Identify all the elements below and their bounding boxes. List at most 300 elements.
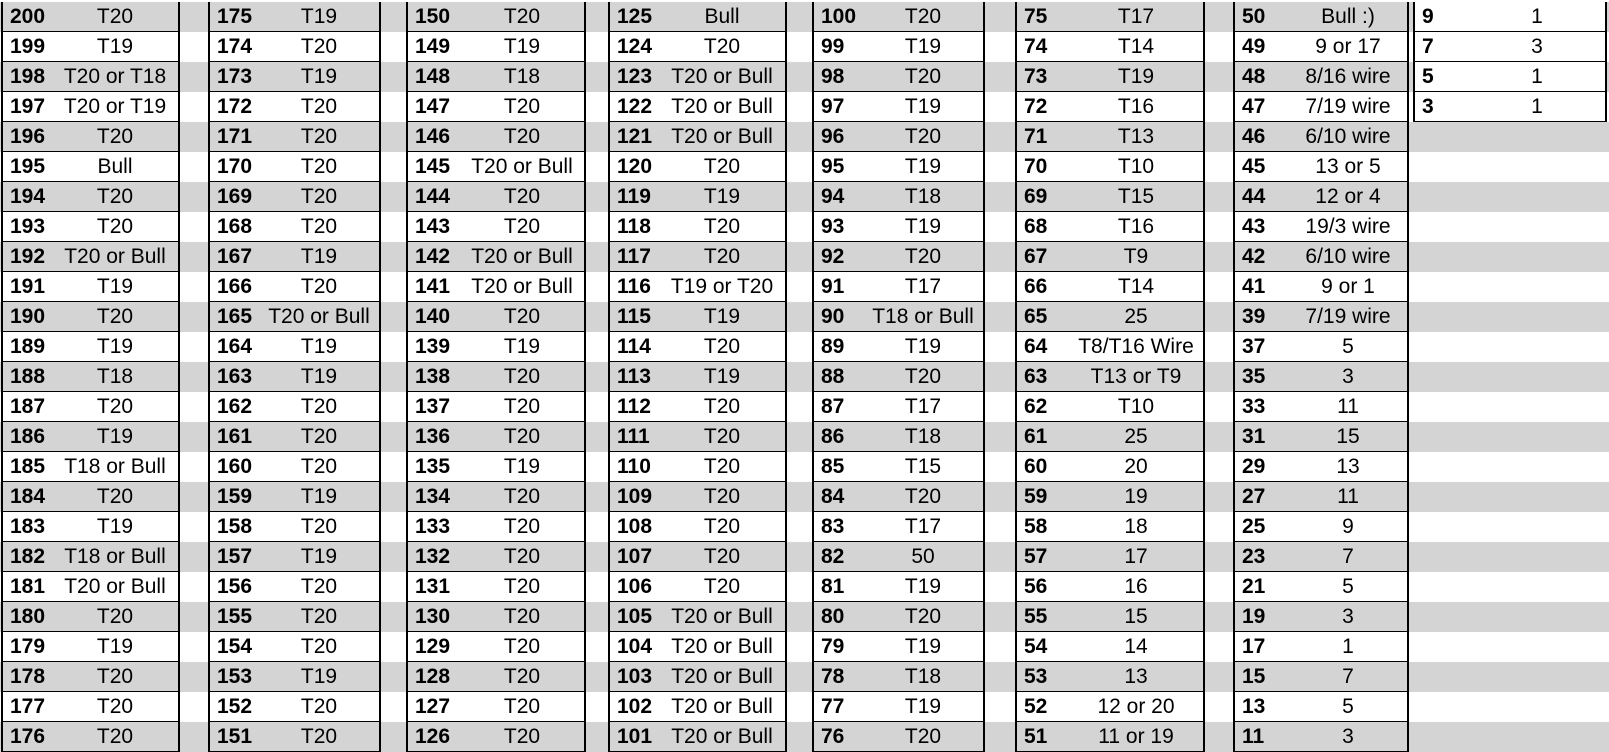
score-value: 125 [617, 5, 653, 28]
checkout-shot: T20 or Bull [671, 665, 773, 688]
checkout-shot: 11 [1337, 395, 1359, 418]
table-row [608, 422, 787, 452]
score-value: 163 [217, 365, 253, 388]
checkout-shot: T19 [96, 275, 134, 298]
checkout-shot: 9 [1342, 515, 1354, 538]
score-value: 130 [415, 605, 451, 628]
score-value: 41 [1242, 275, 1266, 298]
table-row [406, 692, 586, 722]
score-value: 35 [1242, 365, 1266, 388]
score-value: 74 [1024, 35, 1048, 58]
checkout-shot: T20 or Bull [471, 155, 573, 178]
table-row [406, 602, 586, 632]
checkout-shot: T20 [904, 245, 942, 268]
table-row [608, 32, 787, 62]
score-value: 157 [217, 545, 253, 568]
score-value: 105 [617, 605, 653, 628]
checkout-shot: T20 [503, 395, 541, 418]
score-value: 91 [821, 275, 845, 298]
checkout-shot: T19 [1117, 65, 1155, 88]
table-row [208, 692, 381, 722]
checkout-shot: T19 [300, 65, 338, 88]
score-value: 194 [10, 185, 46, 208]
score-value: 33 [1242, 395, 1266, 418]
score-value: 200 [10, 5, 46, 28]
checkout-shot: T20 or Bull [671, 125, 773, 148]
checkout-shot: 17 [1124, 545, 1148, 568]
checkout-shot: T15 [1117, 185, 1155, 208]
checkout-shot: T17 [904, 395, 942, 418]
score-value: 122 [617, 95, 653, 118]
table-row [1015, 482, 1205, 512]
table-row [608, 92, 787, 122]
score-value: 19 [1242, 605, 1266, 628]
checkout-shot: 12 or 20 [1097, 695, 1175, 718]
table-row [406, 542, 586, 572]
table-row [608, 512, 787, 542]
table-row [1, 542, 180, 572]
checkout-shot: T20 [503, 305, 541, 328]
table-row [812, 212, 985, 242]
table-row [812, 122, 985, 152]
table-row [608, 392, 787, 422]
table-row [1233, 632, 1409, 662]
checkout-shot: T18 [904, 425, 942, 448]
table-row [608, 302, 787, 332]
table-row [1233, 392, 1409, 422]
table-row [406, 92, 586, 122]
score-value: 193 [10, 215, 46, 238]
checkout-shot: 3 [1342, 605, 1354, 628]
score-value: 69 [1024, 185, 1048, 208]
table-row [608, 212, 787, 242]
score-value: 44 [1242, 185, 1266, 208]
score-value: 9 [1422, 5, 1434, 28]
score-value: 107 [617, 545, 653, 568]
score-value: 80 [821, 605, 845, 628]
checkout-shot: T19 or T20 [670, 275, 774, 298]
table-row [1233, 722, 1409, 752]
score-value: 54 [1024, 635, 1048, 658]
table-row [812, 602, 985, 632]
table-row [1233, 482, 1409, 512]
checkout-shot: T19 [96, 515, 134, 538]
score-value: 79 [821, 635, 845, 658]
checkout-shot: T19 [300, 545, 338, 568]
score-value: 154 [217, 635, 253, 658]
score-value: 131 [415, 575, 451, 598]
table-row [1233, 362, 1409, 392]
score-value: 15 [1242, 665, 1266, 688]
table-row [812, 242, 985, 272]
table-row [608, 2, 787, 32]
table-row [406, 572, 586, 602]
checkout-shot: T20 [503, 365, 541, 388]
score-value: 53 [1024, 665, 1048, 688]
table-row [1413, 62, 1607, 92]
score-value: 81 [821, 575, 845, 598]
checkout-shot: T14 [1117, 275, 1155, 298]
checkout-shot: 15 [1124, 605, 1148, 628]
table-row [608, 692, 787, 722]
table-row [1, 512, 180, 542]
checkout-shot: 9 or 17 [1315, 35, 1381, 58]
checkout-shot: T20 [503, 545, 541, 568]
score-value: 165 [217, 305, 253, 328]
score-value: 198 [10, 65, 46, 88]
checkout-shot: T20 or Bull [64, 575, 166, 598]
table-row [1233, 272, 1409, 302]
table-row [208, 32, 381, 62]
score-value: 180 [10, 605, 46, 628]
table-row [208, 512, 381, 542]
score-value: 118 [617, 215, 651, 238]
checkout-shot: 19/3 wire [1305, 215, 1391, 238]
score-value: 195 [10, 155, 46, 178]
table-row [812, 392, 985, 422]
score-value: 129 [415, 635, 451, 658]
score-value: 115 [617, 305, 651, 328]
score-value: 50 [1242, 5, 1266, 28]
score-value: 143 [415, 215, 451, 238]
table-row [1, 602, 180, 632]
score-value: 168 [217, 215, 253, 238]
table-row [406, 2, 586, 32]
checkout-shot: T20 or Bull [671, 695, 773, 718]
score-value: 156 [217, 575, 253, 598]
table-row [1233, 662, 1409, 692]
score-value: 68 [1024, 215, 1048, 238]
checkout-shot: T19 [904, 35, 942, 58]
checkout-shot: T19 [503, 455, 541, 478]
table-row [1015, 2, 1205, 32]
table-row [406, 152, 586, 182]
score-value: 181 [10, 575, 46, 598]
score-value: 159 [217, 485, 253, 508]
table-row [1233, 212, 1409, 242]
table-row [208, 332, 381, 362]
score-value: 186 [10, 425, 46, 448]
score-value: 13 [1242, 695, 1266, 718]
score-value: 90 [821, 305, 845, 328]
checkout-shot: 13 [1124, 665, 1148, 688]
checkout-shot: T20 [703, 515, 741, 538]
checkout-shot: T19 [904, 155, 942, 178]
table-row [406, 212, 586, 242]
table-row [1, 152, 180, 182]
checkout-shot: T20 [96, 125, 134, 148]
table-row [812, 152, 985, 182]
checkout-shot: 11 [1337, 485, 1359, 508]
table-row [1015, 392, 1205, 422]
score-value: 119 [617, 185, 651, 208]
score-value: 173 [217, 65, 253, 88]
table-row [208, 482, 381, 512]
table-row [1, 62, 180, 92]
table-row [1015, 662, 1205, 692]
checkout-shot: T20 [300, 395, 338, 418]
checkout-shot: T20 or Bull [268, 305, 370, 328]
checkout-shot: T20 [96, 665, 134, 688]
checkout-shot: T20 [904, 725, 942, 748]
score-value: 75 [1024, 5, 1048, 28]
table-row [608, 722, 787, 752]
checkout-shot: T20 [503, 515, 541, 538]
checkout-shot: T20 [503, 95, 541, 118]
table-row [406, 392, 586, 422]
score-value: 175 [217, 5, 253, 28]
score-value: 63 [1024, 365, 1048, 388]
score-value: 48 [1242, 65, 1266, 88]
checkout-shot: 7 [1342, 665, 1354, 688]
checkout-shot: T17 [904, 275, 942, 298]
table-row [608, 632, 787, 662]
table-row [1233, 2, 1409, 32]
score-value: 109 [617, 485, 653, 508]
score-value: 42 [1242, 245, 1266, 268]
score-value: 178 [10, 665, 46, 688]
checkout-shot: T20 [904, 5, 942, 28]
table-row [1233, 602, 1409, 632]
score-value: 21 [1242, 575, 1266, 598]
checkout-shot: T19 [300, 5, 338, 28]
checkout-shot: T13 or T9 [1090, 365, 1182, 388]
table-row [1, 722, 180, 752]
table-row [812, 2, 985, 32]
checkout-shot: T19 [703, 305, 741, 328]
checkout-shot: T20 [703, 35, 741, 58]
table-row [1233, 242, 1409, 272]
score-value: 128 [415, 665, 451, 688]
table-row [812, 512, 985, 542]
checkout-shot: T20 [96, 5, 134, 28]
table-row [1015, 452, 1205, 482]
score-value: 86 [821, 425, 845, 448]
score-value: 120 [617, 155, 653, 178]
table-row [1, 392, 180, 422]
table-row [208, 122, 381, 152]
checkout-shot: T20 [904, 605, 942, 628]
checkout-shot: T20 [503, 635, 541, 658]
table-row [1015, 62, 1205, 92]
checkout-shot: T19 [703, 185, 741, 208]
checkout-shot: T16 [1117, 95, 1155, 118]
checkout-shot: T18 [904, 185, 942, 208]
table-row [1, 362, 180, 392]
table-row [1015, 122, 1205, 152]
score-value: 7 [1422, 35, 1434, 58]
score-value: 145 [415, 155, 451, 178]
checkout-shot: T18 or Bull [64, 455, 166, 478]
score-value: 113 [617, 365, 651, 388]
table-row [812, 92, 985, 122]
checkout-shot: T20 [300, 425, 338, 448]
checkout-shot: 50 [911, 545, 935, 568]
table-row [208, 572, 381, 602]
score-value: 177 [10, 695, 46, 718]
table-row [406, 182, 586, 212]
score-value: 47 [1242, 95, 1266, 118]
checkout-shot: T19 [904, 695, 942, 718]
table-row [608, 242, 787, 272]
checkout-shot: 3 [1342, 365, 1354, 388]
checkout-shot: T19 [703, 365, 741, 388]
table-row [608, 182, 787, 212]
score-value: 5 [1422, 65, 1434, 88]
checkout-shot: 3 [1531, 35, 1543, 58]
score-value: 161 [217, 425, 253, 448]
table-row [812, 272, 985, 302]
checkout-shot: T18 [904, 665, 942, 688]
score-value: 149 [415, 35, 451, 58]
table-row [1015, 512, 1205, 542]
score-value: 94 [821, 185, 845, 208]
table-row [608, 602, 787, 632]
score-value: 155 [217, 605, 253, 628]
checkout-shot: T20 or Bull [671, 65, 773, 88]
checkout-shot: T20 [503, 215, 541, 238]
score-value: 64 [1024, 335, 1048, 358]
checkout-shot: T20 or T19 [63, 95, 167, 118]
score-value: 169 [217, 185, 253, 208]
table-row [1413, 2, 1607, 32]
checkout-shot: T20 [503, 425, 541, 448]
table-row [812, 542, 985, 572]
table-row [208, 182, 381, 212]
checkout-shot: T17 [904, 515, 942, 538]
table-row [406, 272, 586, 302]
score-value: 160 [217, 455, 253, 478]
checkout-shot: T18 [96, 365, 134, 388]
checkout-shot: T20 [300, 125, 338, 148]
checkout-shot: T19 [300, 665, 338, 688]
score-value: 25 [1242, 515, 1266, 538]
checkout-shot: T19 [300, 245, 338, 268]
checkout-shot: T20 [300, 455, 338, 478]
score-value: 171 [217, 125, 253, 148]
table-row [1233, 692, 1409, 722]
checkout-shot: T19 [503, 335, 541, 358]
score-value: 17 [1242, 635, 1266, 658]
score-value: 116 [617, 275, 651, 298]
score-value: 104 [617, 635, 653, 658]
score-value: 71 [1024, 125, 1048, 148]
table-row [1, 332, 180, 362]
score-value: 132 [415, 545, 451, 568]
table-row [406, 452, 586, 482]
table-row [406, 512, 586, 542]
checkout-shot: T20 [904, 365, 942, 388]
table-row [608, 452, 787, 482]
table-row [812, 722, 985, 752]
score-value: 100 [821, 5, 857, 28]
checkout-shot: T20 [503, 725, 541, 748]
checkout-shot: T20 [703, 155, 741, 178]
score-value: 112 [617, 395, 651, 418]
checkout-shot: T8/T16 Wire [1078, 335, 1194, 358]
checkout-shot: T20 [300, 215, 338, 238]
checkout-shot: T19 [96, 35, 134, 58]
checkout-shot: T20 [96, 695, 134, 718]
checkout-shot: 14 [1124, 635, 1148, 658]
table-row [1233, 182, 1409, 212]
score-value: 196 [10, 125, 46, 148]
score-value: 138 [415, 365, 451, 388]
checkout-shot: T20 [703, 425, 741, 448]
table-row [812, 302, 985, 332]
checkout-shot: 6/10 wire [1305, 125, 1391, 148]
checkout-shot: T18 or Bull [872, 305, 974, 328]
score-value: 31 [1242, 425, 1266, 448]
score-value: 136 [415, 425, 451, 448]
score-value: 27 [1242, 485, 1266, 508]
score-value: 60 [1024, 455, 1048, 478]
score-value: 166 [217, 275, 253, 298]
table-row [1, 2, 180, 32]
checkout-shot: T20 [300, 515, 338, 538]
table-row [1, 92, 180, 122]
table-row [812, 632, 985, 662]
score-value: 192 [10, 245, 46, 268]
table-row [1, 182, 180, 212]
checkout-shot: T16 [1117, 215, 1155, 238]
table-row [406, 422, 586, 452]
checkout-shot: 7 [1342, 545, 1354, 568]
table-row [1413, 92, 1607, 122]
checkout-shot: T20 [96, 215, 134, 238]
table-row [1015, 422, 1205, 452]
score-value: 167 [217, 245, 253, 268]
checkout-shot: T20 [503, 695, 541, 718]
checkout-shot: T19 [96, 335, 134, 358]
table-row [1015, 722, 1205, 752]
table-row [812, 662, 985, 692]
checkout-shot: T20 [703, 335, 741, 358]
table-row [208, 242, 381, 272]
checkout-shot: 16 [1124, 575, 1148, 598]
checkout-shot: T19 [904, 215, 942, 238]
table-row [1233, 62, 1409, 92]
score-value: 67 [1024, 245, 1048, 268]
score-value: 133 [415, 515, 451, 538]
table-row [208, 302, 381, 332]
checkout-shot: T20 [503, 125, 541, 148]
table-row [1015, 152, 1205, 182]
score-value: 66 [1024, 275, 1048, 298]
table-row [1233, 92, 1409, 122]
table-row [1233, 152, 1409, 182]
checkout-shot: T19 [904, 335, 942, 358]
checkout-shot: 1 [1531, 65, 1543, 88]
table-row [208, 212, 381, 242]
table-row [1, 122, 180, 152]
checkout-shot: T20 [503, 605, 541, 628]
score-value: 142 [415, 245, 451, 268]
score-value: 164 [217, 335, 253, 358]
score-value: 141 [415, 275, 451, 298]
score-value: 99 [821, 35, 845, 58]
checkout-shot: T20 [503, 485, 541, 508]
table-row [208, 392, 381, 422]
score-value: 92 [821, 245, 845, 268]
checkout-shot: T14 [1117, 35, 1155, 58]
table-row [1, 572, 180, 602]
table-row [1, 242, 180, 272]
score-value: 191 [10, 275, 46, 298]
table-row [208, 2, 381, 32]
checkout-shot: T19 [300, 485, 338, 508]
table-row [208, 602, 381, 632]
